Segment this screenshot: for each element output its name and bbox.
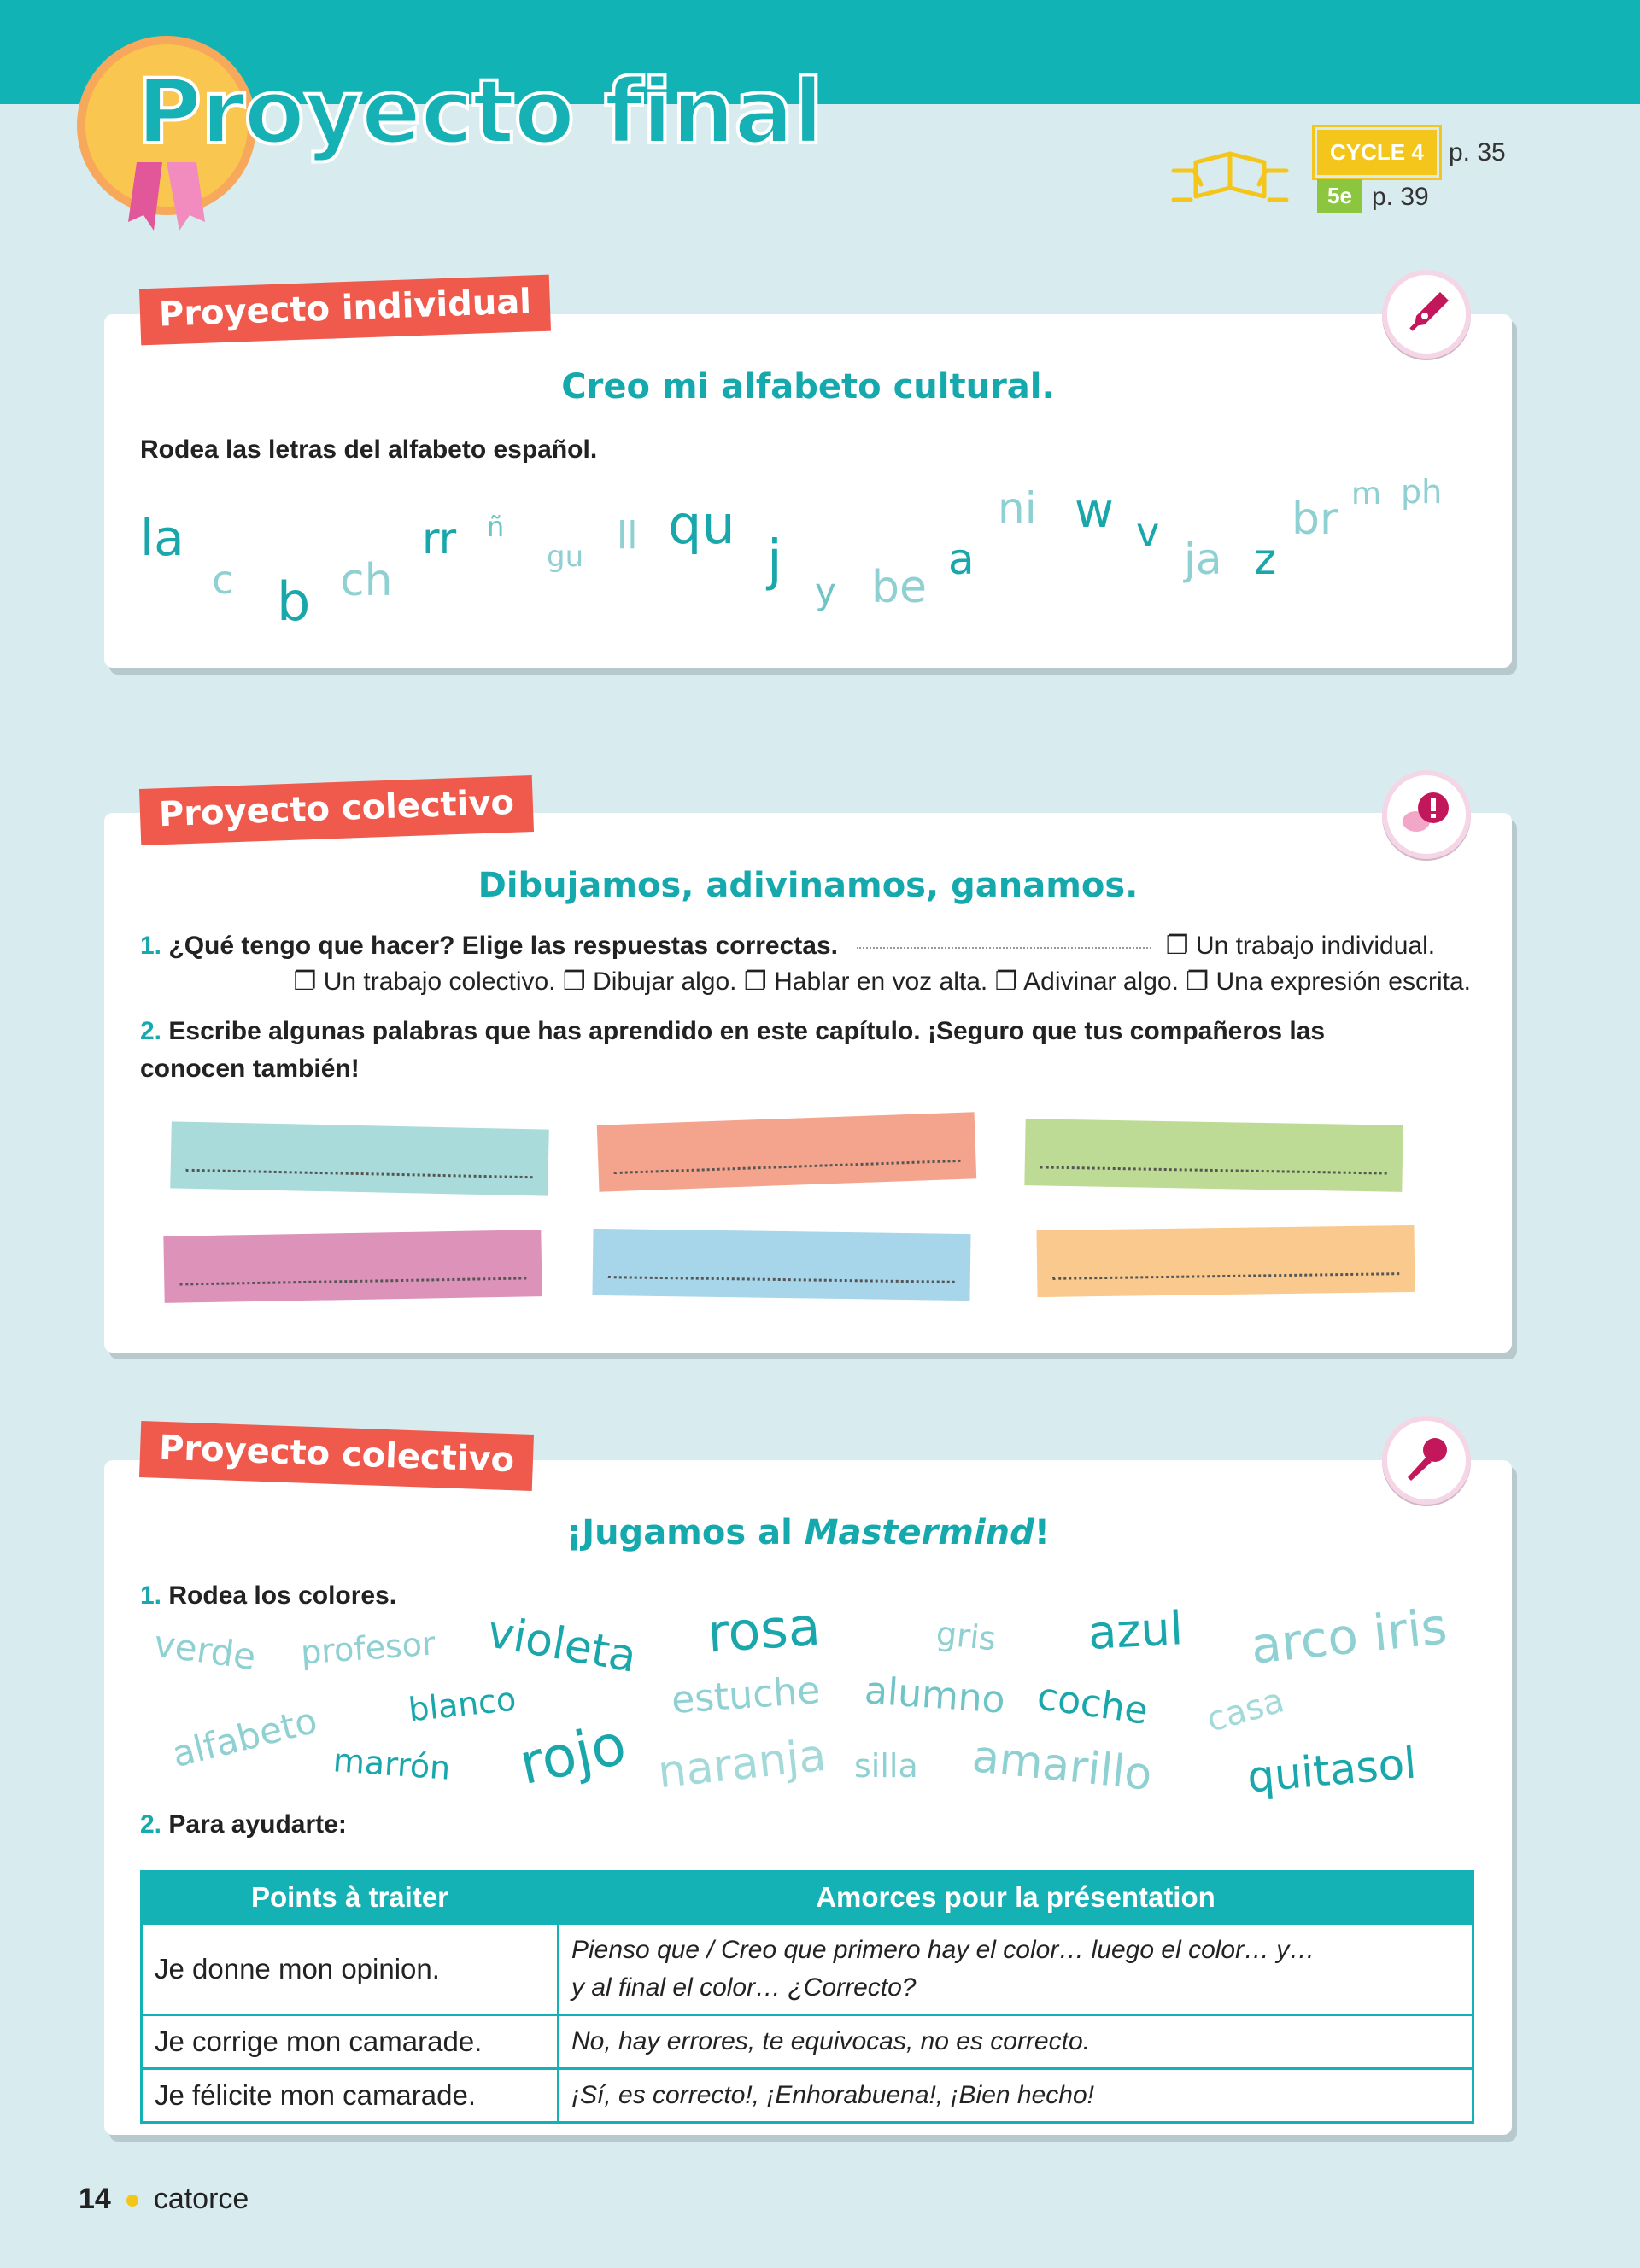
cycle-page-link[interactable]: p. 35	[1449, 138, 1506, 167]
question-2	[140, 1013, 1421, 1088]
letter[interactable]: qu	[668, 494, 735, 556]
question-1	[140, 931, 1507, 961]
letter[interactable]: ñ	[487, 511, 505, 543]
page-footer	[79, 2183, 249, 2216]
ribbon-icon	[128, 162, 205, 231]
word[interactable]: rosa	[705, 1594, 823, 1665]
sticky-note-input[interactable]	[163, 1230, 542, 1303]
letter[interactable]: ja	[1184, 535, 1222, 584]
section-collective-draw-card	[104, 813, 1512, 1353]
letter[interactable]: m	[1351, 476, 1382, 511]
letter[interactable]: gu	[547, 540, 584, 574]
sticky-note-input[interactable]	[597, 1112, 976, 1191]
bullet-dot-icon	[126, 2195, 138, 2207]
word[interactable]: violeta	[483, 1606, 641, 1683]
table-header: Amorces pour la présentation	[559, 1872, 1473, 1924]
sticky-note-input[interactable]	[1036, 1225, 1414, 1297]
letter[interactable]: rr	[422, 514, 457, 564]
letter[interactable]: y	[815, 570, 836, 612]
question-2	[140, 1810, 347, 1839]
page-word: catorce	[153, 2183, 249, 2215]
question-number: 2.	[140, 1810, 162, 1838]
letter[interactable]: j	[767, 529, 782, 593]
table-header: Points à traiter	[142, 1872, 559, 1924]
letter[interactable]: w	[1075, 483, 1114, 539]
option-checkbox[interactable]: ❐ Hablar en voz alta.	[743, 967, 988, 996]
letter[interactable]: be	[871, 562, 927, 613]
table-cell: Je corrige mon camarade.	[142, 2015, 559, 2069]
option-checkbox[interactable]: ❐ Una expresión escrita.	[1186, 967, 1471, 996]
grade-label: 5e	[1317, 179, 1362, 213]
section-individual-card	[104, 314, 1512, 668]
cycle-label: CYCLE 4	[1317, 130, 1437, 175]
section-title: Dibujamos, adivinamos, ganamos.	[477, 866, 1139, 905]
word[interactable]: azul	[1086, 1601, 1185, 1660]
word[interactable]: amarillo	[969, 1731, 1155, 1801]
options-row	[293, 967, 1471, 997]
table-cell: Pienso que / Creo que primero hay el color… luego el color… y… y al final el color… ¿Correcto?	[559, 1924, 1473, 2015]
question-number: 2.	[140, 1017, 162, 1045]
question-text: Escribe algunas palabras que has aprendido en este capítulo. ¡Seguro que tus compañeros las conocen también!	[140, 1017, 1326, 1083]
word[interactable]: quitasol	[1245, 1738, 1419, 1803]
table-row	[142, 2069, 1473, 2123]
word[interactable]: silla	[854, 1747, 918, 1785]
section-mastermind-card	[104, 1460, 1512, 2135]
dotted-leader	[857, 947, 1151, 949]
option-checkbox[interactable]: ❐ Un trabajo colectivo.	[293, 967, 556, 996]
letter[interactable]: c	[212, 557, 234, 603]
word[interactable]: verde	[151, 1622, 259, 1679]
question-1	[140, 1581, 396, 1610]
word[interactable]: naranja	[655, 1729, 829, 1799]
letter[interactable]: ll	[617, 514, 638, 558]
presentation-table	[140, 1870, 1474, 2124]
fountain-pen-icon	[1382, 270, 1471, 359]
option-checkbox[interactable]: ❐ Dibujar algo.	[562, 967, 737, 996]
page-title: Proyecto final	[137, 60, 823, 164]
page-number: 14	[79, 2183, 111, 2215]
table-cell: ¡Sí, es correcto!, ¡Enhorabuena!, ¡Bien hecho!	[559, 2069, 1473, 2123]
option-checkbox[interactable]: ❐ Un trabajo individual.	[1165, 932, 1436, 960]
letter[interactable]: v	[1136, 509, 1160, 555]
word[interactable]: arco iris	[1248, 1597, 1450, 1675]
microphone-icon	[1382, 1416, 1471, 1505]
word[interactable]: estuche	[670, 1668, 822, 1723]
letter[interactable]: br	[1292, 494, 1338, 545]
letter[interactable]: z	[1254, 535, 1277, 584]
table-cell: No, hay errores, te equivocas, no es correcto.	[559, 2015, 1473, 2069]
letter[interactable]: la	[140, 509, 184, 567]
word[interactable]: rojo	[513, 1710, 632, 1798]
option-checkbox[interactable]: ❐ Adivinar algo.	[994, 967, 1179, 996]
letter[interactable]: b	[277, 570, 311, 633]
word[interactable]: profesor	[299, 1624, 436, 1672]
word[interactable]: coche	[1034, 1675, 1151, 1733]
word[interactable]: blanco	[407, 1680, 518, 1729]
word[interactable]: alumno	[863, 1669, 1007, 1722]
section-title: ¡Jugamos al Mastermind!	[565, 1513, 1051, 1552]
word[interactable]: alfabeto	[167, 1698, 321, 1776]
grade-page-link[interactable]: p. 39	[1372, 183, 1429, 211]
letter[interactable]: a	[948, 535, 975, 584]
word[interactable]: casa	[1202, 1681, 1289, 1740]
speech-bubble-exclamation-icon	[1382, 770, 1471, 859]
sticky-note-input[interactable]	[592, 1229, 970, 1301]
letter[interactable]: ph	[1401, 473, 1443, 511]
section-tag: Proyecto colectivo	[139, 775, 534, 845]
question-text: Para ayudarte:	[168, 1810, 347, 1838]
word[interactable]: marrón	[331, 1741, 452, 1787]
reading-book-icon	[1170, 137, 1290, 208]
word[interactable]: gris	[934, 1614, 999, 1658]
sticky-note-input[interactable]	[1024, 1119, 1403, 1192]
question-text: Rodea los colores.	[168, 1581, 397, 1610]
question-number: 1.	[140, 1581, 162, 1610]
sticky-note-input[interactable]	[170, 1121, 549, 1195]
question-text: ¿Qué tengo que hacer? Elige las respuestas correctas.	[168, 932, 838, 960]
table-row	[142, 2015, 1473, 2069]
question-number: 1.	[140, 932, 162, 960]
table-cell: Je félicite mon camarade.	[142, 2069, 559, 2123]
table-row	[142, 1924, 1473, 2015]
section-tag: Proyecto individual	[139, 275, 551, 346]
section-title: Creo mi alfabeto cultural.	[561, 367, 1055, 406]
table-cell: Je donne mon opinion.	[142, 1924, 559, 2015]
instruction: Rodea las letras del alfabeto español.	[140, 435, 598, 464]
letter[interactable]: ni	[998, 483, 1037, 533]
letter[interactable]: ch	[340, 555, 393, 606]
section-tag: Proyecto colectivo	[139, 1421, 534, 1491]
page-references	[1170, 126, 1529, 220]
